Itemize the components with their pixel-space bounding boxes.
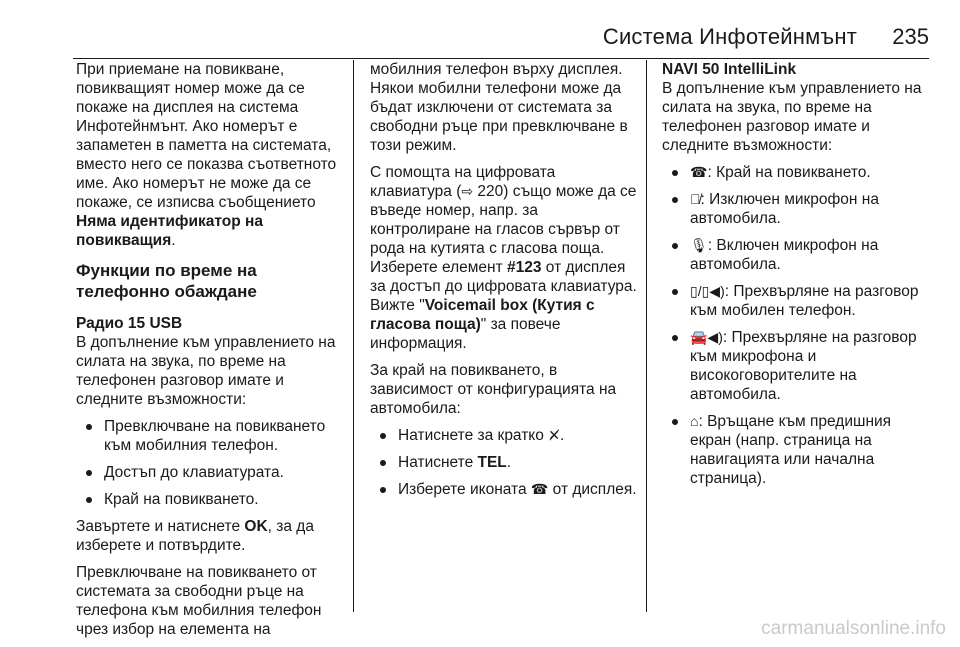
subheading-radio: Радио 15 USB	[76, 315, 183, 332]
list-item: Достъп до клавиатурата.	[76, 463, 346, 482]
header-rule	[73, 58, 929, 59]
end-call-button-icon: ✕̸	[548, 427, 560, 443]
list-item: ☎: Край на повикването.	[662, 163, 930, 182]
phone-transfer-icon: ▯/▯◀)	[690, 283, 725, 299]
end-call-paragraph: За край на повикването, в зависимост от конфигурацията на автомобила:	[370, 362, 617, 417]
no-caller-id-message: Няма идентификатор на повикващия	[76, 213, 263, 249]
ok-instruction-paragraph: Завъртете и натиснете OK, за да изберете и потвърдите.	[76, 518, 314, 554]
watermark: carmanualsonline.info	[761, 618, 946, 639]
page-title: Система Инфотейнмънт	[602, 24, 857, 49]
subheading-navi50: NAVI 50 IntelliLink	[662, 61, 797, 78]
column-1	[76, 60, 346, 647]
navi-options-list	[662, 163, 930, 488]
page-header	[0, 18, 929, 54]
caller-id-paragraph: При приемане на повикване, повикващият номер може да се покаже на дисплея на система Инфотейнмънт. Ако номерът е запаметен в паметта на системата, вместо него се показва съответното име. Ако номерът не може да се покаже, се изписва съобщението Няма идентификатор на повикващия.	[76, 61, 337, 249]
mobile-display-paragraph: мобилния телефон върху дисплея. Някои мобилни телефони може да бъдат изключени от системата за свободни ръце при превключване в този режим.	[370, 61, 628, 154]
list-item: Изберете иконата ☎ от дисплея.	[370, 480, 640, 499]
column-2	[370, 60, 640, 507]
page-reference-icon: ⇨	[461, 183, 474, 199]
list-item: Превключване на повикването към мобилния телефон.	[76, 417, 346, 455]
section-heading-call-functions: Функции по време на телефонно обаждане	[76, 261, 257, 301]
list-item: 🎙: Включен микрофон на автомобила.	[662, 236, 930, 274]
list-item: ⌂: Връщане към предишния екран (напр. страница на навигацията или начална страница).	[662, 412, 930, 488]
home-icon: ⌂	[690, 413, 699, 429]
radio-intro-paragraph: В допълнение към управлението на силата на звука, по време на телефонен разговор имате и следните възможности:	[76, 334, 336, 408]
page-number: 235	[892, 24, 929, 49]
list-item: Край на повикването.	[76, 490, 346, 509]
hang-up-icon: ☎	[530, 481, 549, 497]
car-speaker-icon: 🚘◀)	[690, 329, 723, 345]
list-item: Натиснете за кратко ✕̸.	[370, 426, 640, 445]
list-item: Натиснете TEL.	[370, 453, 640, 472]
switch-call-paragraph: Превключване на повикването от системата за свободни ръце на телефона към мобилния телефон чрез избор на елемента на	[76, 564, 322, 638]
keypad-paragraph: С помощта на цифровата клавиатура (⇨ 220) също може да се въведе номер, напр. за контролиране на гласов сървър от рода на кутията с гласова поща. Изберете елемент #123 от дисплея за достъп до цифровата клавиатура. Вижте "Voicemail box (Кутия с гласова поща)" за повече информация.	[370, 164, 637, 352]
end-call-options-list	[370, 426, 640, 499]
microphone-off-icon: 🎙̸	[690, 191, 701, 207]
radio-options-list	[76, 417, 346, 509]
navi-intro-paragraph: В допълнение към управлението на силата на звука, по време на телефонен разговор имате и следните възможности:	[662, 80, 922, 154]
column-divider-1	[353, 60, 354, 612]
list-item: 🎙̸: Изключен микрофон на автомобила.	[662, 190, 930, 228]
column-divider-2	[646, 60, 647, 612]
list-item: ▯/▯◀): Прехвърляне на разговор към мобилен телефон.	[662, 282, 930, 320]
hang-up-icon: ☎	[690, 164, 708, 180]
list-item: 🚘◀): Прехвърляне на разговор към микрофона и високоговорителите на автомобила.	[662, 328, 930, 404]
column-3	[662, 60, 930, 496]
microphone-on-icon: 🎙	[690, 237, 708, 253]
